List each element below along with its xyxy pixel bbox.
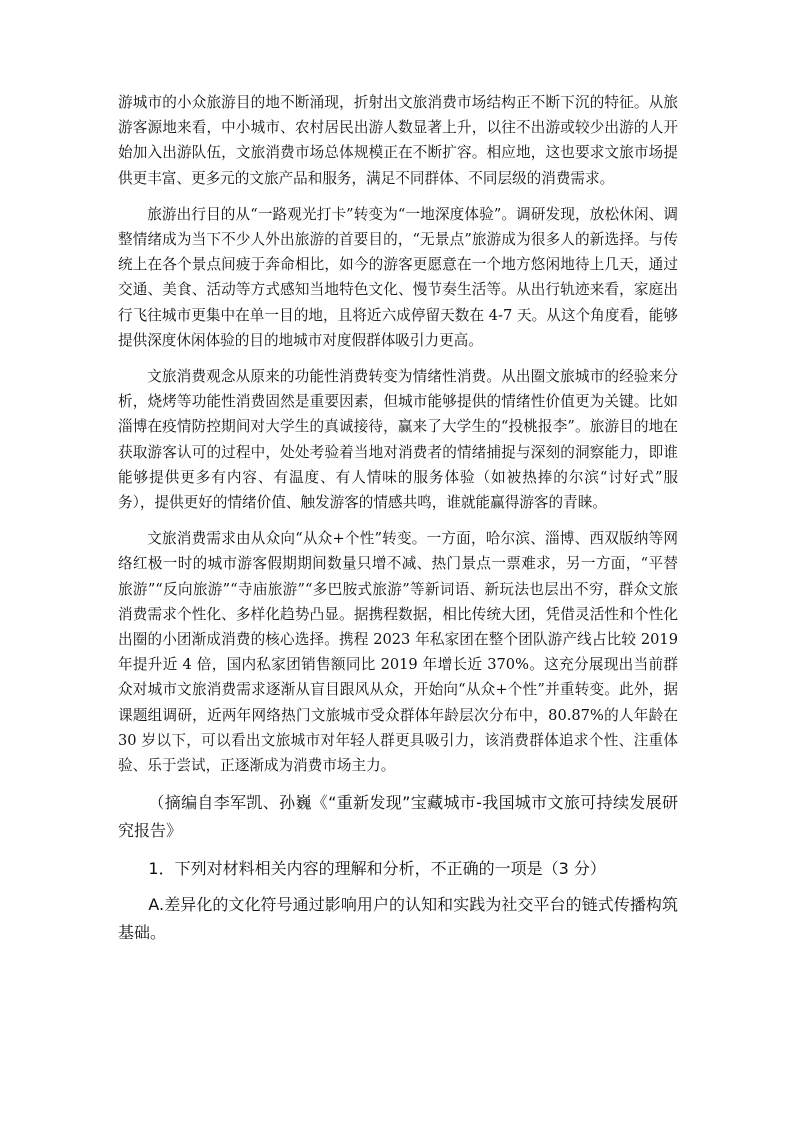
paragraph-4: 文旅消费需求由从众向“从众+个性”转变。一方面，哈尔滨、淄博、西双版纳等网络红极一时的城市游客假期期间数量只增不减、热门景点一票难求，另一方面，“平替旅游”“反向旅游”“寺庙旅游”“多巴胺式旅游”等新词语、新玩法也层出不穷，群众文旅消费需求个性化、多样化趋势凸显。据携程数据，相比传统大团，凭借灵活性和个性化出圈的小团渐成消费的核心选择。携程 2023 年私家团在整个团队游产线占比较 2019 年提升近 4 倍，国内私家团销售额同比 2019 年增长近 370%。这充分展现出当前群众对城市文旅消费需求逐渐从盲目跟风从众，开始向“从众+个性”并重转变。此外，据课题组调研，近两年网络热门文旅城市受众群体年龄层次分布中，80.87%的人年龄在 30 岁以下，可以看出文旅城市对年轻人群更具吸引力，该消费群体追求个性、注重体验、乐于尝试，正逐渐成为消费市场主力。 [118, 530, 678, 775]
paragraph-2: 旅游出行目的从“一路观光打卡”转变为“一地深度体验”。调研发现，放松休闲、调整情绪成为当下不少人外出旅游的首要目的，“无景点”旅游成为很多人的新选择。与传统上在各个景点间疲于奔命相比，如今的游客更愿意在一个地方悠闲地待上几天，通过交通、美食、活动等方式感知当地特色文化、慢节奏生活等。从出行轨迹来看，家庭出行飞往城市更集中在单一目的地，且将近六成停留天数在 4-7 天。从这个角度看，能够提供深度休闲体验的目的地城市对度假群体吸引力更高。 [118, 205, 678, 349]
paragraph-3: 文旅消费观念从原来的功能性消费转变为情绪性消费。从出圈文旅城市的经验来分析，烧烤等功能性消费固然是重要因素，但城市能够提供的情绪性价值更为关键。比如淄博在疫情防控期间对大学生的真诚接待，赢来了大学生的“投桃报李”。旅游目的地在获取游客认可的过程中，处处考验着当地对消费者的情绪捕捉与深刻的洞察能力，即谁能够提供更多有内容、有温度、有人情味的服务体验（如被热捧的尔滨“讨好式”服务），提供更好的情绪价值、触发游客的情感共鸣，谁就能赢得游客的青睐。 [118, 368, 678, 512]
question-1: 1．下列对材料相关内容的理解和分析，不正确的一项是（3 分） [148, 859, 606, 879]
option-a: A.差异化的文化符号通过影响用户的认知和实践为社交平台的链式传播构筑基础。 [118, 895, 678, 943]
source-citation: （摘编自李军凯、孙巍《“重新发现”宝藏城市-我国城市文旅可持续发展研究报告》 [118, 793, 678, 841]
document-page [118, 90, 678, 947]
paragraph-1: 游城市的小众旅游目的地不断涌现，折射出文旅消费市场结构正不断下沉的特征。从旅游客源地来看，中小城市、农村居民出游人数显著上升，以往不出游或较少出游的人开始加入出游队伍，文旅消费市场总体规模正在不断扩容。相应地，这也要求文旅市场提供更丰富、更多元的文旅产品和服务，满足不同群体、不同层级的消费需求。 [118, 94, 678, 187]
